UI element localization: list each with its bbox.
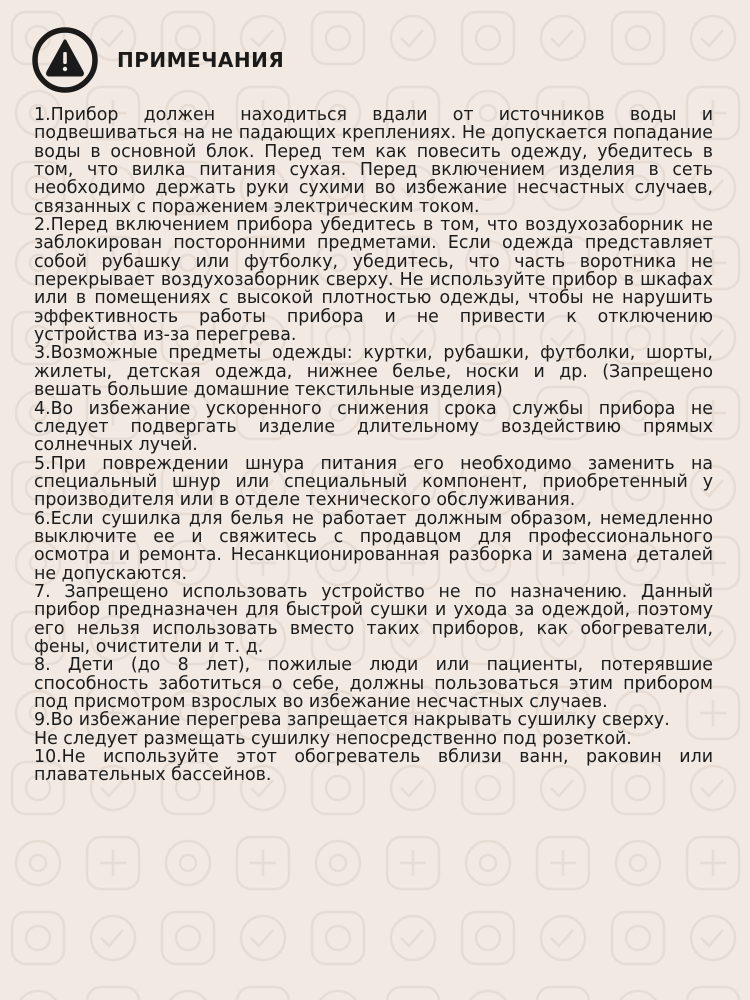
warning-icon — [30, 25, 100, 95]
note-paragraph-10: 10.Не используйте этот обогреватель вблизи ванн, раковин или плавательных бассейнов. — [34, 747, 713, 786]
note-paragraph-8: 8. Дети (до 8 лет), пожилые люди или пациенты, потерявшие способность заботиться о себе, должны пользоваться этим прибором под присмотром взрослых во избежание несчастных случаев. — [34, 655, 713, 712]
note-paragraph-9: 9.Во избежание перегрева запрещается накрывать сушилку сверху. — [34, 710, 670, 731]
page-title: ПРИМЕЧАНИЯ — [117, 48, 285, 72]
note-paragraph-2: 2.Перед включением прибора убедитесь в том, что воздухозаборник не заблокирован посторонними предметами. Если одежда представляет собой рубашку или футболку, убедитесь, что часть воротника не перекрывает воздухозаборник сверху. Не используйте прибор в шкафах или в помещениях с высокой плотностью одежды, чтобы не нарушить эффективность работы прибора и не привести к отключению устройства из-за перегрева. — [34, 215, 713, 346]
note-paragraph-9-extra: Не следует размещать сушилку непосредственно под розеткой. — [34, 728, 632, 749]
note-paragraph-3: 3.Возможные предметы одежды: куртки, рубашки, футболки, шорты, жилеты, детская одежда, нижнее белье, носки и др. (Запрещено вешать большие домашние текстильные изделия) — [34, 343, 713, 401]
note-paragraph-7: 7. Запрещено использовать устройство не по назначению. Данный прибор предназначен для быстрой сушки и ухода за одеждой, поэтому его нельзя использовать вместо таких приборов, как обогреватели, фены, очистители и т. д. — [34, 581, 713, 657]
note-paragraph-6: 6.Если сушилка для белья не работает должным образом, немедленно выключите ее и свяжитесь с продавцом для профессионального осмотра и ремонта. Несанкционированная разборка и замена деталей не допускаются. — [34, 508, 713, 584]
notes-header — [30, 25, 284, 95]
notes-content — [34, 106, 713, 785]
note-paragraph-4: 4.Во избежание ускоренного снижения срока службы прибора не следует подвергать изделие длительному воздействию прямых солнечных лучей. — [34, 398, 713, 456]
note-paragraph-1: 1.Прибор должен находиться вдали от источников воды и подвешиваться на не падающих креплениях. Не допускается попадание воды в основной блок. Перед тем как повесить одежду, убедитесь в том, что вилка питания сухая. Перед включением изделия в сеть необходимо держать руки сухими во избежание несчастных случаев, связанных с поражением электрическим током. — [34, 105, 713, 217]
note-paragraph-5: 5.При повреждении шнура питания его необходимо заменить на специальный шнур или специальный компонент, приобретенный у производителя или в отделе технического обслуживания. — [34, 453, 713, 511]
